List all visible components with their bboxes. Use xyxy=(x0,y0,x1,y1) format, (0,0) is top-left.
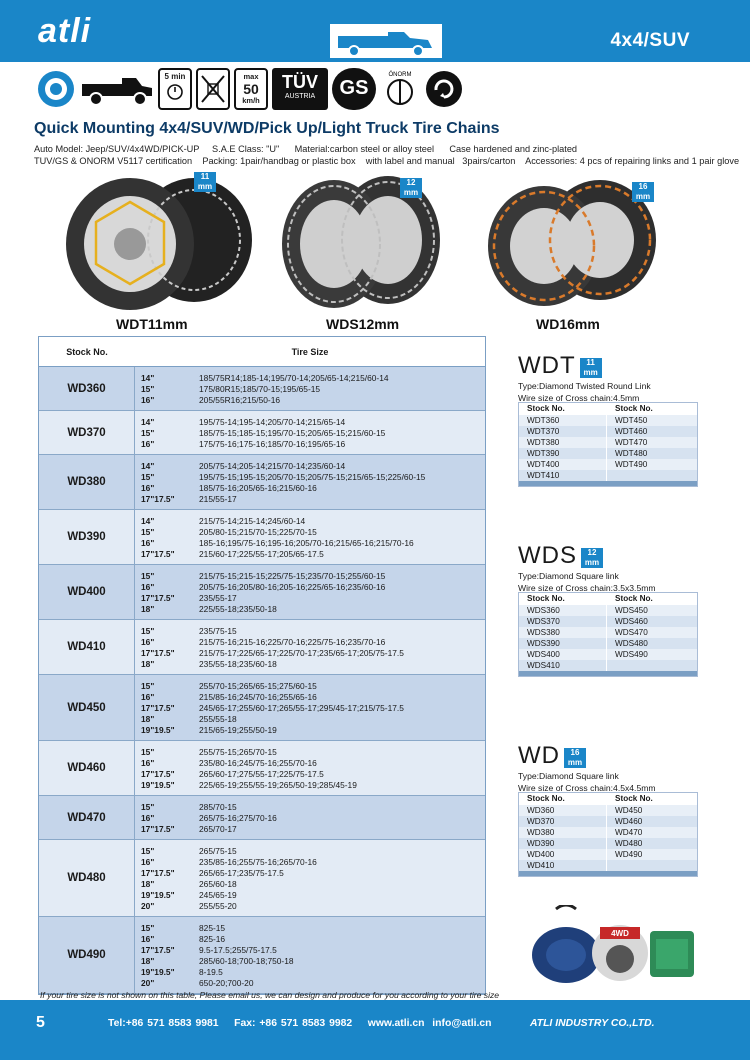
stock-no-cell: WD360 xyxy=(39,367,135,410)
rim-size-cell: 15" 16" 17"17.5" 19"19.5" xyxy=(141,747,175,790)
series-type: Type:Diamond Twisted Round Link xyxy=(518,381,651,391)
stock-no-cell: WDS480 xyxy=(615,639,648,648)
stock-no-cell: WD490 xyxy=(615,850,643,859)
mm-unit: mm xyxy=(583,368,598,377)
stock-no-cell: WD400 xyxy=(39,565,135,619)
series-wire-size: Wire size of Cross chain:3.5x3.5mm xyxy=(518,583,656,593)
tire-size-table xyxy=(38,336,486,995)
series-table-row xyxy=(519,860,697,871)
tire-size-cell: 825-15 825-16 9.5-17.5;255/75-17.5 285/60-18;700-18;750-18 8-19.5 650-20;700-20 xyxy=(199,923,294,988)
series-table-row xyxy=(519,605,697,616)
table-bottom-bar xyxy=(519,871,697,876)
mm-unit: mm xyxy=(635,192,651,201)
tire-size-cell: 235/75-15 215/75-16;215-16;225/70-16;225/75-16;235/70-16 215/75-17;225/65-17;225/70-17;235/65-17;205/75-17.5 235/55-18;235/60-18 xyxy=(199,626,404,669)
spec-text xyxy=(34,143,740,167)
series-table-header xyxy=(519,793,697,805)
table-row xyxy=(39,620,485,675)
stock-no-cell: WDS410 xyxy=(519,660,607,671)
rim-size-cell: 15" 16" 17"17.5" 18" 19"19.5" xyxy=(141,681,175,735)
series-table-wd xyxy=(518,792,698,877)
series-table-row xyxy=(519,805,697,816)
series-type: Type:Diamond Square link xyxy=(518,571,619,581)
series-mm-badge xyxy=(581,548,603,568)
stock-no-cell: WDS390 xyxy=(519,638,607,649)
table-header xyxy=(39,337,485,367)
stock-no-header: Stock No. xyxy=(519,593,607,605)
series-header-wd xyxy=(518,742,656,794)
stock-no-cell: WD480 xyxy=(39,840,135,916)
stock-no-cell: WD400 xyxy=(519,849,607,860)
stock-no-header: Stock No. xyxy=(66,346,108,357)
header-bar xyxy=(0,0,750,62)
gs-text: GS xyxy=(339,77,369,99)
stock-no-header: Stock No. xyxy=(615,794,653,803)
series-table-row xyxy=(519,470,697,481)
certification-badges xyxy=(36,68,456,112)
stock-no-cell: WD460 xyxy=(615,817,643,826)
series-table-row xyxy=(519,638,697,649)
stock-no-cell: WDS490 xyxy=(615,650,648,659)
stock-no-cell: WD470 xyxy=(39,796,135,839)
stock-no-cell: WDS460 xyxy=(615,617,648,626)
series-table-row xyxy=(519,437,697,448)
gs-badge xyxy=(332,68,376,110)
rim-size-cell: 14" 15" 16" 17"17.5" xyxy=(141,516,175,559)
product-label-wds: WDS12mm xyxy=(326,316,400,332)
recycle-icon xyxy=(424,68,464,110)
series-name: WD xyxy=(518,742,560,769)
mm-value: 12 xyxy=(587,548,597,557)
series-table-wds xyxy=(518,592,698,677)
stock-no-cell: WD370 xyxy=(39,411,135,454)
series-table-row xyxy=(519,627,697,638)
series-table-row xyxy=(519,415,697,426)
product-label-wd: WD16mm xyxy=(536,316,600,332)
mm-value: 11 xyxy=(200,172,210,181)
mm-value: 11 xyxy=(586,358,595,367)
stock-no-cell: WD360 xyxy=(519,805,607,816)
stock-no-cell: WDS470 xyxy=(615,628,648,637)
tire-size-cell: 185/75R14;185-14;195/70-14;205/65-14;215/60-14 175/80R15;185/70-15;195/65-15 205/55R16;215/50-16 xyxy=(199,373,389,405)
table-row xyxy=(39,741,485,796)
tire-size-cell: 265/75-15 235/85-16;255/75-16;265/70-16 265/65-17;235/75-17.5 265/60-18 245/65-19 255/55-20 xyxy=(199,846,317,911)
product-image-wdt xyxy=(52,172,252,312)
series-table-row xyxy=(519,660,697,671)
series-table-row xyxy=(519,459,697,470)
table-row xyxy=(39,796,485,840)
company-name: ATLI INDUSTRY CO.,LTD. xyxy=(530,1018,655,1029)
speed-unit: km/h xyxy=(242,96,260,105)
stock-no-cell: WD380 xyxy=(39,455,135,509)
stock-no-cell: WDT380 xyxy=(519,437,607,448)
rim-size-cell: 15" 16" 17"17.5" 18" xyxy=(141,571,175,614)
table-row xyxy=(39,565,485,620)
stock-no-cell: WD460 xyxy=(39,741,135,795)
tire-size-cell: 195/75-14;195-14;205/70-14;215/65-14 185/75-15;185-15;195/70-15;205/65-15;215/60-15 175/75-16;175-16;185/70-16;195/65-16 xyxy=(199,417,386,449)
mounting-time-text: 5 min xyxy=(164,72,186,81)
stock-no-cell: WD410 xyxy=(519,860,607,871)
brand-logo: atli xyxy=(38,12,92,50)
tuv-text: TÜV xyxy=(282,72,318,92)
table-row xyxy=(39,840,485,917)
stopwatch-icon xyxy=(165,81,185,101)
page-number: 5 xyxy=(36,1014,45,1031)
stock-no-cell: WDT460 xyxy=(615,427,648,436)
rim-size-cell: 15" 16" 17"17.5" 18" xyxy=(141,626,175,669)
tuv-badge xyxy=(272,68,328,110)
table-row xyxy=(39,510,485,565)
series-header-wds xyxy=(518,542,656,594)
stock-no-header: Stock No. xyxy=(519,793,607,805)
mm-value: 16 xyxy=(638,182,648,191)
series-name: WDT xyxy=(518,352,576,379)
speed-value: 50 xyxy=(243,81,259,97)
tire-chain-icon xyxy=(36,68,76,110)
stock-no-cell: WDS370 xyxy=(519,616,607,627)
rim-size-cell: 14" 15" 16" xyxy=(141,373,155,405)
product-label-wdt: WDT11mm xyxy=(116,316,188,332)
stock-no-header: Stock No. xyxy=(615,404,653,413)
rim-size-cell: 15" 16" 17"17.5" 18" 19"19.5" 20" xyxy=(141,923,175,988)
speed-limit-badge xyxy=(234,68,268,110)
stock-no-header: Stock No. xyxy=(519,403,607,415)
rim-size-cell: 15" 16" 17"17.5" 18" 19"19.5" 20" xyxy=(141,846,175,911)
tuv-sub-text: AUSTRIA xyxy=(284,93,316,100)
table-bottom-bar xyxy=(519,481,697,486)
rim-size-cell: 15" 16" 17"17.5" xyxy=(141,802,175,834)
stock-no-cell: WDT400 xyxy=(519,459,607,470)
stock-no-cell: WD410 xyxy=(39,620,135,674)
tire-size-cell: 255/70-15;265/65-15;275/60-15 215/85-16;245/70-16;255/65-16 245/65-17;255/60-17;265/55-17;295/45-17;215/75-17.5 255/55-18 215/65-19;255/50-19 xyxy=(199,681,404,735)
series-type: Type:Diamond Square link xyxy=(518,771,619,781)
mounting-time-badge xyxy=(158,68,192,110)
stock-no-cell: WD470 xyxy=(615,828,643,837)
stock-no-cell xyxy=(607,470,697,481)
series-table-row xyxy=(519,649,697,660)
tire-size-header: Tire Size xyxy=(291,346,329,357)
stock-no-cell: WDS380 xyxy=(519,627,607,638)
stock-no-cell: WDS360 xyxy=(519,605,607,616)
stock-no-cell: WD450 xyxy=(39,675,135,740)
stock-no-cell: WDT370 xyxy=(519,426,607,437)
series-name: WDS xyxy=(518,542,577,569)
tire-size-cell: 205/75-14;205-14;215/70-14;235/60-14 195/75-15;195-15;205/70-15;205/75-15;215/65-15;225/60-15 185/75-16;205/65-16;215/60-16 215/55-17 xyxy=(199,461,426,504)
series-table-header xyxy=(519,403,697,415)
series-mm-badge xyxy=(564,748,586,768)
series-wire-size: Wire size of Cross chain:4.5mm xyxy=(518,393,640,403)
bag-label: 4WD xyxy=(611,929,629,938)
onorm-icon xyxy=(382,68,418,108)
page-title: Quick Mounting 4x4/SUV/WD/Pick Up/Light Truck Tire Chains xyxy=(34,120,500,137)
footer-bar xyxy=(0,1000,750,1060)
series-table-row xyxy=(519,448,697,459)
series-table-header xyxy=(519,593,697,605)
no-tools-icon xyxy=(198,70,228,108)
spec-line-2: TUV/GS & ONORM V5117 certification Packing: 1pair/handbag or plastic box with label and manual 3pairs/carton Accessories: 4 pcs of repairing links and 1 pair glove xyxy=(34,156,740,166)
stock-no-cell: WD490 xyxy=(39,917,135,993)
series-table-row xyxy=(519,838,697,849)
tire-size-cell: 215/75-15;215-15;225/75-15;235/70-15;255/60-15 205/75-16;205/80-16;205-16;225/65-16;235/60-16 235/55-17 225/55-18;235/50-18 xyxy=(199,571,386,614)
speed-max-text: max xyxy=(243,72,259,81)
stock-no-cell xyxy=(607,660,697,671)
stock-no-cell xyxy=(607,860,697,871)
stock-no-cell: WDT450 xyxy=(615,416,648,425)
stock-no-cell: WDT360 xyxy=(519,415,607,426)
stock-no-cell: WDT490 xyxy=(615,460,648,469)
spec-line-1: Auto Model: Jeep/SUV/4x4WD/PICK-UP S.A.E Class: "U" Material:carbon steel or alloy steel Case hardened and zinc-plated xyxy=(34,144,578,154)
product-mm-badge-wdt xyxy=(194,172,216,192)
table-row xyxy=(39,367,485,411)
series-table-row xyxy=(519,849,697,860)
series-header-wdt xyxy=(518,352,651,404)
series-table-row xyxy=(519,827,697,838)
stock-no-cell: WD450 xyxy=(615,806,643,815)
table-row xyxy=(39,455,485,510)
tire-size-cell: 285/70-15 265/75-16;275/70-16 265/70-17 xyxy=(199,802,277,834)
onorm-text: ÖNORM xyxy=(388,72,412,78)
table-row xyxy=(39,411,485,455)
stock-no-header: Stock No. xyxy=(615,594,653,603)
series-mm-badge xyxy=(580,358,602,378)
stock-no-cell: WDT410 xyxy=(519,470,607,481)
table-row xyxy=(39,917,485,994)
stock-no-cell: WD390 xyxy=(39,510,135,564)
stock-no-cell: WDS400 xyxy=(519,649,607,660)
stock-no-cell: WDT480 xyxy=(615,449,648,458)
stock-no-cell: WD380 xyxy=(519,827,607,838)
series-table-row xyxy=(519,616,697,627)
series-table-row xyxy=(519,816,697,827)
mm-value: 12 xyxy=(406,178,416,187)
mm-unit: mm xyxy=(197,182,213,191)
product-mm-badge-wd xyxy=(632,182,654,202)
series-table-wdt xyxy=(518,402,698,487)
tire-size-cell: 215/75-14;215-14;245/60-14 205/80-15;215/70-15;225/70-15 185-16;195/75-16;195-16;205/70-16;215/65-16;215/70-16 215/60-17;225/55-17;205/65-17.5 xyxy=(199,516,414,559)
pickup-truck-icon xyxy=(80,68,154,110)
stock-no-cell: WDT470 xyxy=(615,438,648,447)
contact-info: Tel:+86 571 8583 9981 Fax: +86 571 8583 9982 www.atli.cn info@atli.cn xyxy=(108,1018,492,1029)
mm-unit: mm xyxy=(567,758,583,767)
series-wire-size: Wire size of Cross chain:4.5x4.5mm xyxy=(518,783,656,793)
onorm-badge xyxy=(380,68,420,110)
stock-no-cell: WD390 xyxy=(519,838,607,849)
rim-size-cell: 14" 15" 16" 17"17.5" xyxy=(141,461,175,504)
truck-icon xyxy=(330,24,442,58)
series-table-row xyxy=(519,426,697,437)
footnote: If your tire size is not shown on this table, Please email us, we can design and produce for you according to your tire size xyxy=(40,990,500,1000)
tire-size-cell: 255/75-15;265/70-15 235/80-16;245/75-16;255/70-16 265/60-17;275/55-17;225/75-17.5 225/65-19;255/55-19;265/50-19;285/45-19 xyxy=(199,747,357,790)
mm-value: 16 xyxy=(570,748,580,757)
stock-no-cell: WDS450 xyxy=(615,606,648,615)
stock-no-cell: WDT390 xyxy=(519,448,607,459)
stock-no-cell: WD370 xyxy=(519,816,607,827)
mm-unit: mm xyxy=(584,558,600,567)
stock-no-cell: WD480 xyxy=(615,839,643,848)
table-row xyxy=(39,675,485,741)
no-tools-badge xyxy=(196,68,230,110)
rim-size-cell: 14" 15" 16" xyxy=(141,417,155,449)
packaging-image xyxy=(520,905,695,985)
product-mm-badge-wds xyxy=(400,178,422,198)
category-label: 4x4/SUV xyxy=(610,30,690,51)
mm-unit: mm xyxy=(403,188,419,197)
table-bottom-bar xyxy=(519,671,697,676)
